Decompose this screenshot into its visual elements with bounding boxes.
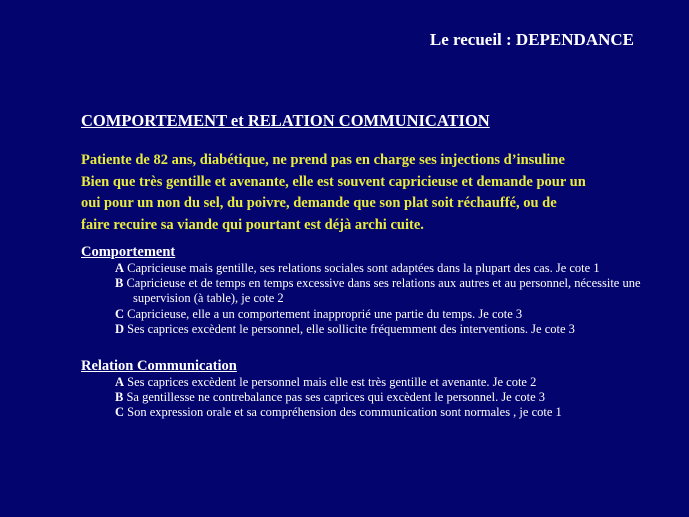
item-letter: C <box>115 306 125 321</box>
intro-line: oui pour un non du sel, du poivre, demande que son plat soit réchauffé, ou de <box>81 195 557 211</box>
comportement-section <box>81 244 686 337</box>
item-letter: C <box>115 405 125 420</box>
relation-item-b <box>115 390 686 405</box>
item-text: Capricieuse mais gentille, ses relations sociales sont adaptées dans la plupart des cas. Je cote 1 <box>127 261 600 275</box>
slide-header-title: Le recueil : DEPENDANCE <box>429 30 634 49</box>
comportement-title: Comportement <box>81 244 176 260</box>
comportement-item-a <box>115 261 686 276</box>
item-letter: B <box>115 276 124 291</box>
intro-line: Bien que très gentille et avenante, elle est souvent capricieuse et demande pour un <box>81 173 586 190</box>
item-text: Ses caprices excèdent le personnel, elle sollicite fréquemment des interventions. Je cote 3 <box>127 321 575 336</box>
intro-paragraph <box>81 150 681 236</box>
relation-communication-section <box>81 358 686 421</box>
item-text: Son expression orale et sa compréhension des communication sont normales , je cote 1 <box>127 405 562 420</box>
relation-item-c <box>115 405 686 420</box>
item-letter: D <box>115 321 125 336</box>
comportement-item-b <box>115 276 686 306</box>
item-text: Sa gentillesse ne contrebalance pas ses caprices qui excèdent le personnel. Je cote 3 <box>126 390 546 405</box>
relation-communication-list <box>81 375 686 421</box>
item-text: Capricieuse, elle a un comportement inapproprié une partie du temps. Je cote 3 <box>127 306 523 321</box>
intro-line: faire recuire sa viande qui pourtant est déjà archi cuite. <box>81 216 424 233</box>
comportement-list <box>81 261 686 337</box>
relation-communication-title: Relation Communication <box>81 358 237 374</box>
item-text: Ses caprices excèdent le personnel mais elle est très gentille et avenante. Je cote 2 <box>127 375 537 389</box>
comportement-item-c <box>115 307 686 322</box>
item-text: Capricieuse et de temps en temps excessive dans ses relations aux autres et au personnel, nécessite une supervision (à table), je cote 2 <box>126 276 641 306</box>
item-letter: B <box>115 390 124 405</box>
comportement-item-d <box>115 322 686 337</box>
intro-line: Patiente de 82 ans, diabétique, ne prend pas en charge ses injections d’insuline <box>81 152 565 168</box>
relation-item-a <box>115 375 686 390</box>
item-letter: A <box>115 375 125 389</box>
item-letter: A <box>115 261 125 275</box>
section-title: COMPORTEMENT et RELATION COMMUNICATION <box>81 111 490 130</box>
